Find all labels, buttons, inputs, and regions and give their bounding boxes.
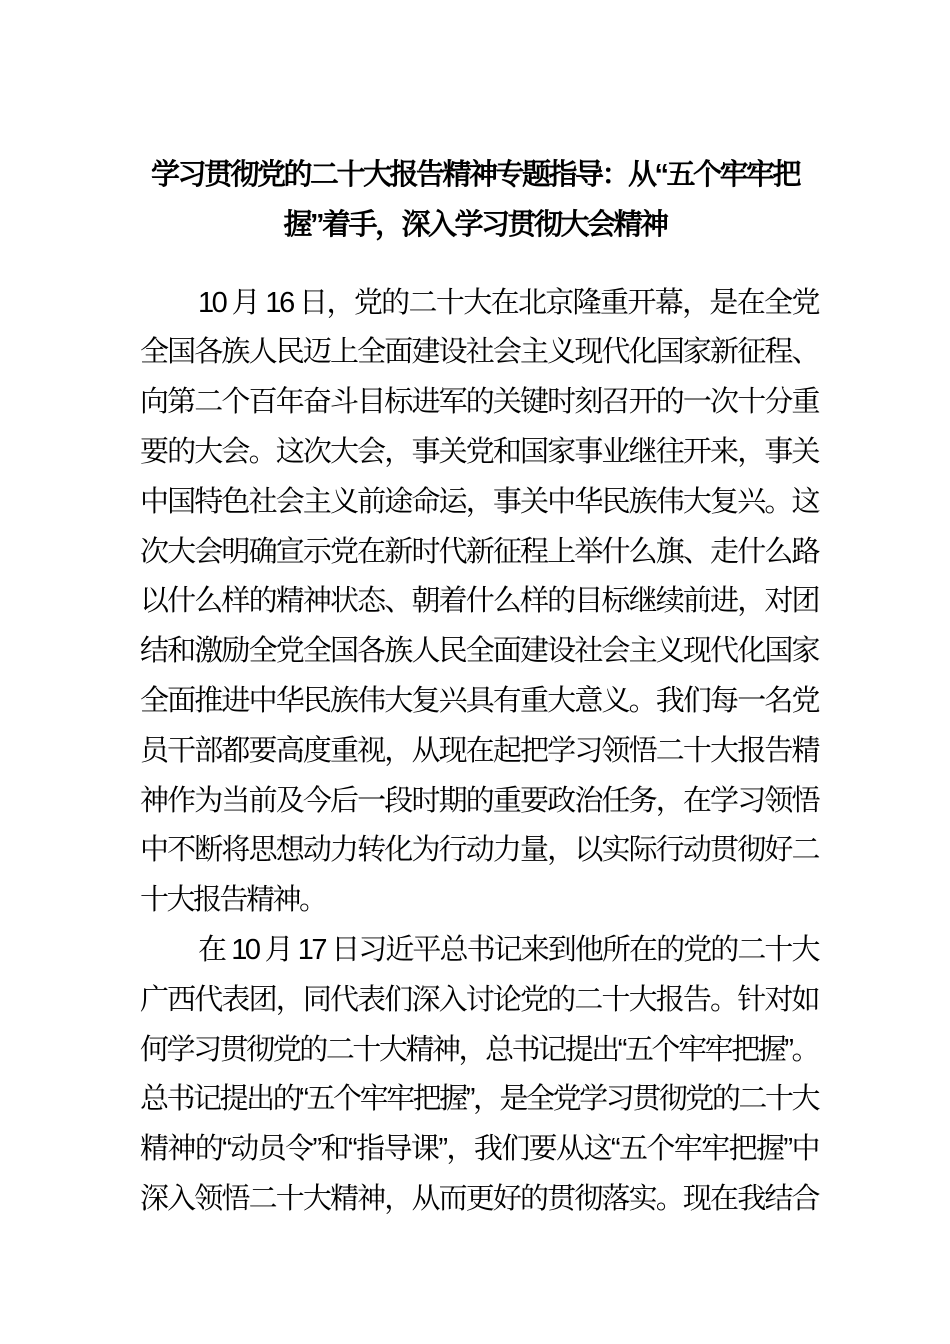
paragraph-1 [140,279,818,926]
text-line: 神作为当前及今后一段时期的重要政治任务，在学习领悟 [140,784,818,817]
text-line: 要的大会。这次大会，事关党和国家事业继往开来，事关 [140,435,818,468]
text-line: 在 10 月 17 日习近平总书记来到他所在的党的二十大 [198,933,818,966]
document-body [0,279,818,1225]
title-line: 握”着手，深入学习贯彻大会精神 [283,208,667,241]
text-line: 全面推进中华民族伟大复兴具有重大意义。我们每一名党 [140,684,818,717]
text-line: 广西代表团，同代表们深入讨论党的二十大报告。针对如 [140,983,818,1016]
document-title [0,0,950,251]
text-line: 何学习贯彻党的二十大精神，总书记提出“五个牢牢把握”。 [140,1033,818,1066]
text-line: 精神的“动员令”和“指导课”，我们要从这“五个牢牢把握”中 [140,1133,818,1166]
text-line: 十大报告精神。 [140,884,326,917]
title-line: 学习贯彻党的二十大报告精神专题指导：从“五个牢牢把 [150,159,799,191]
text-line: 员干部都要高度重视，从现在起把学习领悟二十大报告精 [140,734,818,767]
text-line: 中不断将思想动力转化为行动力量，以实际行动贯彻好二 [140,834,818,867]
text-line: 中国特色社会主义前途命运，事关中华民族伟大复兴。这 [140,485,818,518]
text-line: 次大会明确宣示党在新时代新征程上举什么旗、走什么路 [140,535,818,568]
text-line: 向第二个百年奋斗目标进军的关键时刻召开的一次十分重 [140,386,818,419]
paragraph-2 [140,926,818,1225]
text-line: 10 月 16 日，党的二十大在北京隆重开幕，是在全党 [198,286,818,319]
text-line: 结和激励全党全国各族人民全面建设社会主义现代化国家 [140,635,818,668]
text-line: 全国各族人民迈上全面建设社会主义现代化国家新征程、 [140,336,818,369]
text-line: 以什么样的精神状态、朝着什么样的目标继续前进，对团 [140,585,818,618]
text-line: 深入领悟二十大精神，从而更好的贯彻落实。现在我结合 [140,1182,818,1215]
text-line: 总书记提出的“五个牢牢把握”，是全党学习贯彻党的二十大 [140,1083,818,1116]
